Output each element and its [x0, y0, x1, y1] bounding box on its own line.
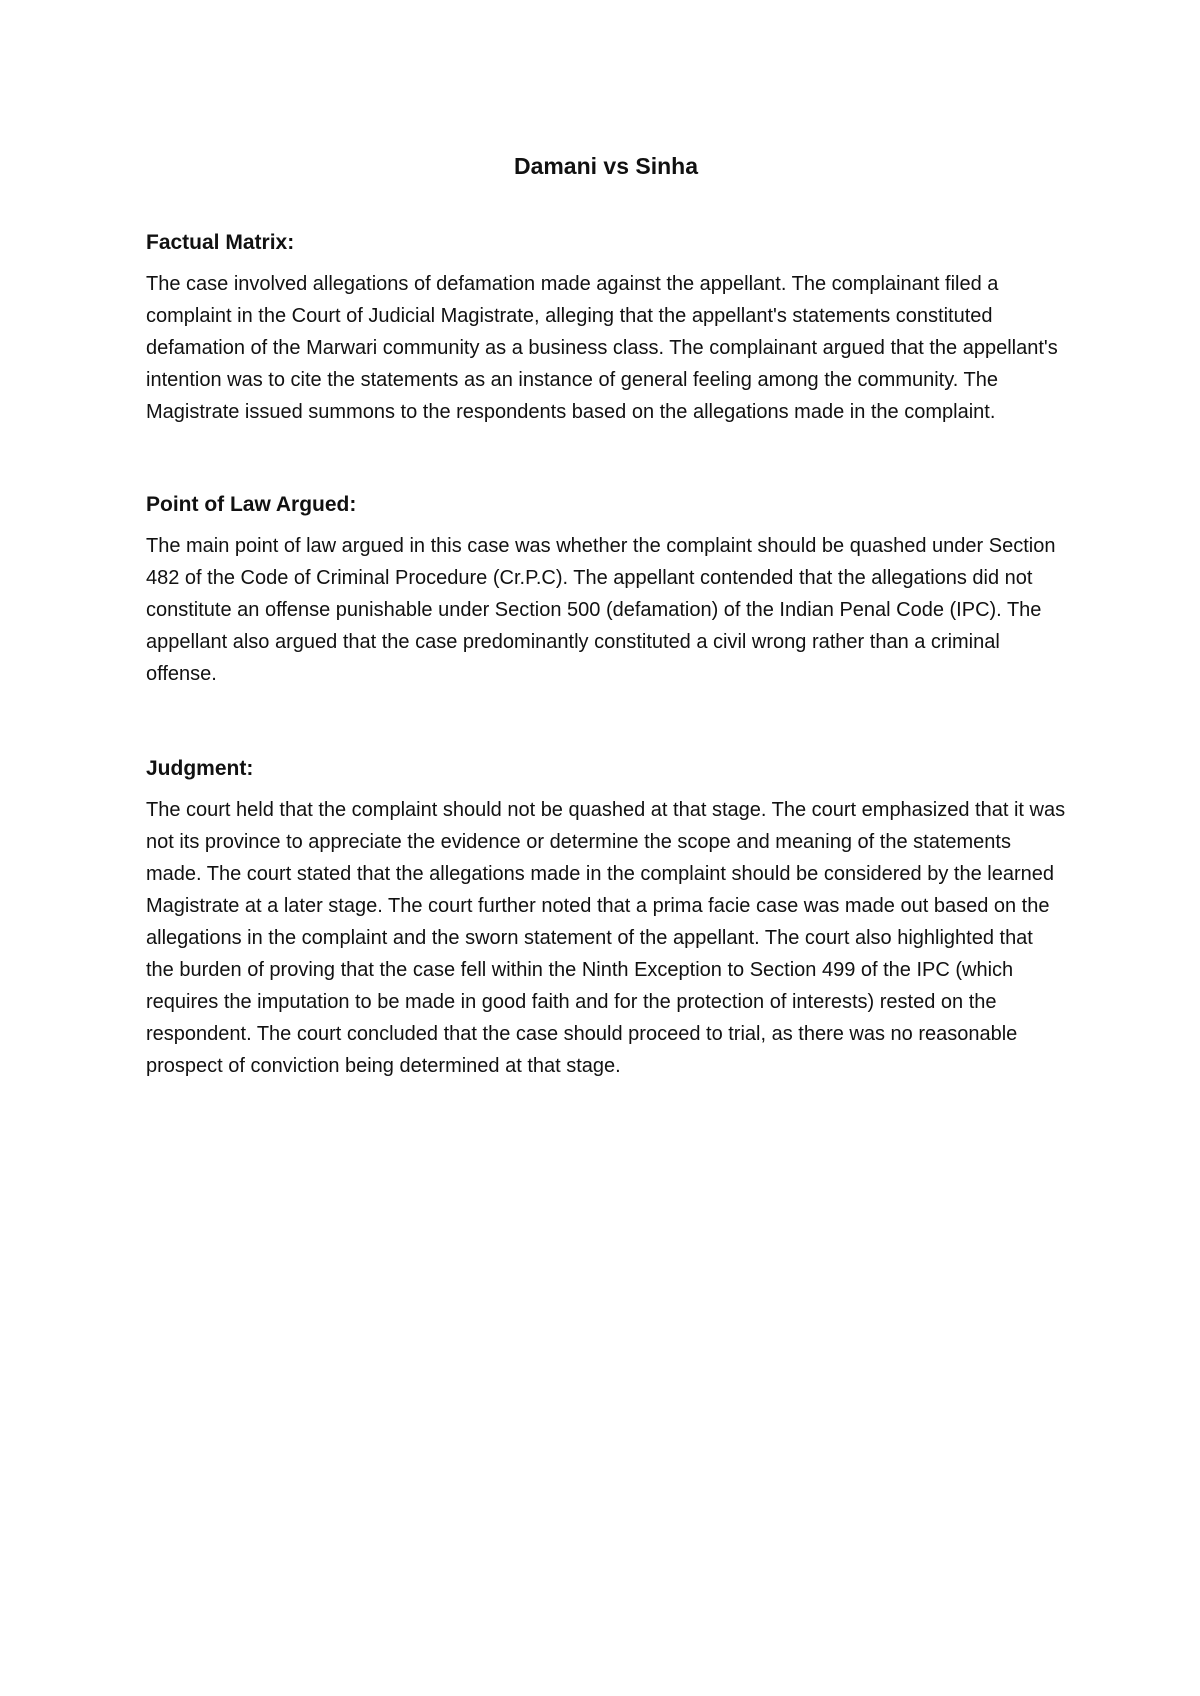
section-body-point-of-law: The main point of law argued in this case was whether the complaint should be quashed under Section 482 of the Code of Criminal Procedure (Cr.P.C). The appellant contended that the allegations did not constitute an offense punishable under Section 500 (defamation) of the Indian Penal Code (IPC). The appellant also argued that the case predominantly constituted a civil wrong rather than a criminal offense.	[146, 535, 1056, 685]
section-body-factual-matrix: The case involved allegations of defamation made against the appellant. The complainant filed a complaint in the Court of Judicial Magistrate, alleging that the appellant's statements constituted defamation of the Marwari community as a business class. The complainant argued that the appellant's intention was to cite the statements as an instance of general feeling among the community. The Magistrate issued summons to the respondents based on the allegations made in the complaint.	[146, 273, 1058, 423]
section-point-of-law	[146, 490, 1066, 690]
document-title: Damani vs Sinha	[513, 153, 699, 179]
section-factual-matrix	[146, 228, 1066, 428]
section-heading-point-of-law: Point of Law Argued:	[146, 493, 357, 516]
section-judgment	[146, 754, 1066, 1082]
document-content	[146, 150, 1066, 1082]
section-heading-judgment: Judgment:	[146, 757, 254, 780]
section-body-judgment: The court held that the complaint should not be quashed at that stage. The court emphasized that it was not its province to appreciate the evidence or determine the scope and meaning of the statements made. The court stated that the allegations made in the complaint should be considered by the learned Magistrate at a later stage. The court further noted that a prima facie case was made out based on the allegations in the complaint and the sworn statement of the appellant. The court also highlighted that the burden of proving that the case fell within the Ninth Exception to Section 499 of the IPC (which requires the imputation to be made in good faith and for the protection of interests) rested on the respondent. The court concluded that the case should proceed to trial, as there was no reasonable prospect of conviction being determined at that stage.	[146, 799, 1066, 1077]
section-heading-factual-matrix: Factual Matrix:	[146, 231, 295, 254]
